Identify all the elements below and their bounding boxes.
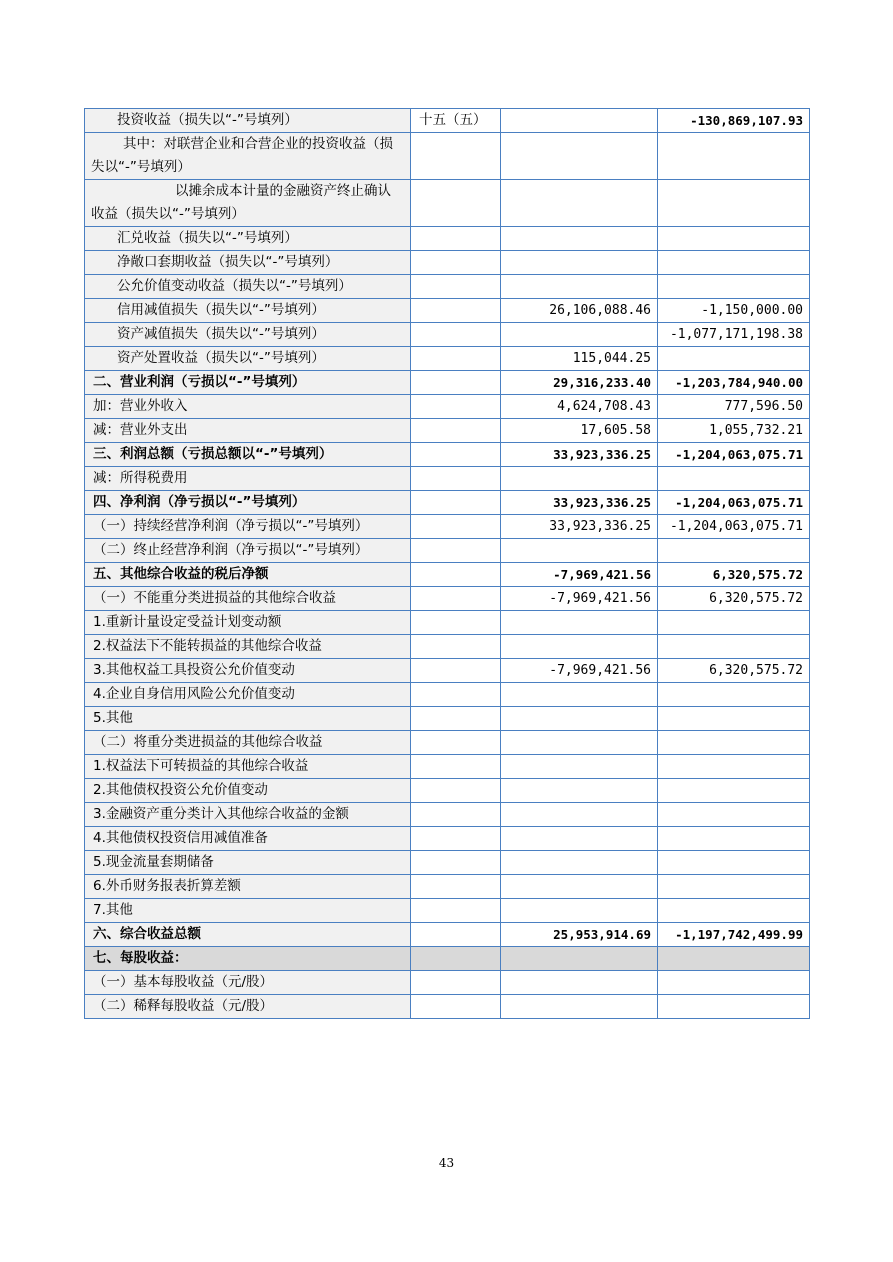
row-current-value (501, 875, 658, 899)
row-current-value (501, 707, 658, 731)
table-row (85, 347, 810, 371)
row-prior-value (658, 755, 810, 779)
row-label: 四、净利润（净亏损以“-”号填列） (85, 491, 411, 515)
row-label: （一）持续经营净利润（净亏损以“-”号填列） (85, 515, 411, 539)
row-note (411, 755, 501, 779)
row-note (411, 683, 501, 707)
row-note: 十五（五） (411, 109, 501, 133)
row-label: 信用减值损失（损失以“-”号填列） (85, 299, 411, 323)
row-current-value (501, 779, 658, 803)
row-label: 3.金融资产重分类计入其他综合收益的金额 (85, 803, 411, 827)
row-prior-value: -1,197,742,499.99 (658, 923, 810, 947)
row-note (411, 491, 501, 515)
row-current-value (501, 109, 658, 133)
row-prior-value (658, 251, 810, 275)
table-row (85, 251, 810, 275)
table-row (85, 851, 810, 875)
row-prior-value (658, 995, 810, 1019)
page-number: 43 (438, 1156, 455, 1170)
row-prior-value: 1,055,732.21 (658, 419, 810, 443)
row-prior-value (658, 803, 810, 827)
row-note (411, 443, 501, 467)
row-prior-value: -1,204,063,075.71 (658, 515, 810, 539)
row-current-value (501, 611, 658, 635)
row-label: 五、其他综合收益的税后净额 (85, 563, 411, 587)
row-label: 4.其他债权投资信用减值准备 (85, 827, 411, 851)
row-label: 投资收益（损失以“-”号填列） (85, 109, 411, 133)
row-note (411, 347, 501, 371)
row-label: 2.权益法下不能转损益的其他综合收益 (85, 635, 411, 659)
table-row (85, 779, 810, 803)
row-prior-value (658, 851, 810, 875)
table-row (85, 995, 810, 1019)
table-row (85, 395, 810, 419)
table-row (85, 635, 810, 659)
table-row (85, 299, 810, 323)
row-prior-value (658, 707, 810, 731)
row-note (411, 587, 501, 611)
table-row (85, 659, 810, 683)
row-label: 1.权益法下可转损益的其他综合收益 (85, 755, 411, 779)
row-label: 六、综合收益总额 (85, 923, 411, 947)
row-prior-value: 6,320,575.72 (658, 587, 810, 611)
row-current-value (501, 827, 658, 851)
row-prior-value: -1,204,063,075.71 (658, 443, 810, 467)
table-row (85, 587, 810, 611)
table-row (85, 467, 810, 491)
row-label: （二）稀释每股收益（元/股） (85, 995, 411, 1019)
row-current-value (501, 731, 658, 755)
row-note (411, 251, 501, 275)
row-current-value (501, 275, 658, 299)
row-prior-value (658, 611, 810, 635)
row-prior-value (658, 731, 810, 755)
row-note (411, 371, 501, 395)
table-row (85, 827, 810, 851)
row-prior-value (658, 347, 810, 371)
row-current-value (501, 467, 658, 491)
row-label: 1.重新计量设定受益计划变动额 (85, 611, 411, 635)
table-row (85, 875, 810, 899)
row-prior-value: 777,596.50 (658, 395, 810, 419)
table-row (85, 971, 810, 995)
row-label: 5.现金流量套期储备 (85, 851, 411, 875)
row-note (411, 971, 501, 995)
row-note (411, 467, 501, 491)
table-row (85, 515, 810, 539)
row-current-value (501, 539, 658, 563)
row-prior-value: -1,150,000.00 (658, 299, 810, 323)
row-prior-value (658, 133, 810, 180)
table-row (85, 323, 810, 347)
row-note (411, 515, 501, 539)
table-row (85, 803, 810, 827)
row-current-value (501, 851, 658, 875)
row-label: 4.企业自身信用风险公允价值变动 (85, 683, 411, 707)
row-label: （二）将重分类进损益的其他综合收益 (85, 731, 411, 755)
row-prior-value (658, 827, 810, 851)
row-label: 资产处置收益（损失以“-”号填列） (85, 347, 411, 371)
row-current-value: -7,969,421.56 (501, 659, 658, 683)
row-note (411, 899, 501, 923)
row-note (411, 875, 501, 899)
row-current-value: -7,969,421.56 (501, 563, 658, 587)
row-current-value (501, 323, 658, 347)
row-note (411, 635, 501, 659)
row-current-value (501, 899, 658, 923)
row-label: （一）不能重分类进损益的其他综合收益 (85, 587, 411, 611)
table-row (85, 227, 810, 251)
row-current-value: 4,624,708.43 (501, 395, 658, 419)
row-note (411, 923, 501, 947)
row-label: （一）基本每股收益（元/股） (85, 971, 411, 995)
row-note (411, 323, 501, 347)
table-row (85, 923, 810, 947)
row-current-value: 33,923,336.25 (501, 491, 658, 515)
row-prior-value (658, 539, 810, 563)
table-row (85, 109, 810, 133)
row-prior-value: 6,320,575.72 (658, 659, 810, 683)
row-note (411, 779, 501, 803)
row-label: 七、每股收益： (85, 947, 411, 971)
row-note (411, 731, 501, 755)
row-note (411, 275, 501, 299)
table-row (85, 275, 810, 299)
row-prior-value: -130,869,107.93 (658, 109, 810, 133)
row-label: 汇兑收益（损失以“-”号填列） (85, 227, 411, 251)
row-note (411, 611, 501, 635)
row-label: 2.其他债权投资公允价值变动 (85, 779, 411, 803)
row-current-value (501, 755, 658, 779)
row-label: 3.其他权益工具投资公允价值变动 (85, 659, 411, 683)
row-note (411, 659, 501, 683)
row-prior-value: -1,203,784,940.00 (658, 371, 810, 395)
row-note (411, 299, 501, 323)
table-row (85, 180, 810, 227)
row-label: 公允价值变动收益（损失以“-”号填列） (85, 275, 411, 299)
table-row (85, 731, 810, 755)
row-label: （二）终止经营净利润（净亏损以“-”号填列） (85, 539, 411, 563)
row-current-value: 33,923,336.25 (501, 443, 658, 467)
row-prior-value: 6,320,575.72 (658, 563, 810, 587)
income-statement-table (84, 108, 810, 1019)
row-note (411, 995, 501, 1019)
row-label: 加：营业外收入 (85, 395, 411, 419)
row-note (411, 180, 501, 227)
row-current-value (501, 227, 658, 251)
row-current-value (501, 683, 658, 707)
row-label: 5.其他 (85, 707, 411, 731)
table-row (85, 899, 810, 923)
row-prior-value (658, 227, 810, 251)
row-current-value (501, 971, 658, 995)
row-label: 减：营业外支出 (85, 419, 411, 443)
row-current-value: 25,953,914.69 (501, 923, 658, 947)
table-row (85, 133, 810, 180)
row-current-value: 115,044.25 (501, 347, 658, 371)
row-note (411, 227, 501, 251)
row-label: 净敞口套期收益（损失以“-”号填列） (85, 251, 411, 275)
row-current-value (501, 133, 658, 180)
row-prior-value (658, 971, 810, 995)
row-current-value (501, 635, 658, 659)
row-current-value: 29,316,233.40 (501, 371, 658, 395)
row-current-value: 26,106,088.46 (501, 299, 658, 323)
row-note (411, 803, 501, 827)
row-note (411, 563, 501, 587)
table-row (85, 563, 810, 587)
row-note (411, 539, 501, 563)
row-prior-value (658, 635, 810, 659)
row-current-value (501, 947, 658, 971)
row-label: 减：所得税费用 (85, 467, 411, 491)
table-row (85, 611, 810, 635)
row-note (411, 419, 501, 443)
table-row (85, 707, 810, 731)
row-current-value: 17,605.58 (501, 419, 658, 443)
row-prior-value (658, 683, 810, 707)
table-row (85, 491, 810, 515)
row-label: 其中：对联营企业和合营企业的投资收益（损失以“-”号填列） (85, 133, 411, 180)
row-current-value (501, 251, 658, 275)
row-note (411, 707, 501, 731)
row-prior-value: -1,077,171,198.38 (658, 323, 810, 347)
row-prior-value (658, 947, 810, 971)
table-row (85, 947, 810, 971)
table-row (85, 683, 810, 707)
row-current-value (501, 995, 658, 1019)
row-current-value: -7,969,421.56 (501, 587, 658, 611)
row-label: 6.外币财务报表折算差额 (85, 875, 411, 899)
table-row (85, 755, 810, 779)
row-current-value (501, 803, 658, 827)
row-label: 以摊余成本计量的金融资产终止确认收益（损失以“-”号填列） (85, 180, 411, 227)
row-note (411, 827, 501, 851)
row-note (411, 133, 501, 180)
row-label: 二、营业利润（亏损以“-”号填列） (85, 371, 411, 395)
row-label: 三、利润总额（亏损总额以“-”号填列） (85, 443, 411, 467)
row-label: 7.其他 (85, 899, 411, 923)
row-prior-value: -1,204,063,075.71 (658, 491, 810, 515)
table-row (85, 419, 810, 443)
row-note (411, 851, 501, 875)
row-prior-value (658, 875, 810, 899)
row-prior-value (658, 180, 810, 227)
row-current-value (501, 180, 658, 227)
row-prior-value (658, 779, 810, 803)
table-row (85, 539, 810, 563)
row-prior-value (658, 467, 810, 491)
table-row (85, 443, 810, 467)
row-prior-value (658, 899, 810, 923)
table-row (85, 371, 810, 395)
row-label: 资产减值损失（损失以“-”号填列） (85, 323, 411, 347)
row-note (411, 395, 501, 419)
row-current-value: 33,923,336.25 (501, 515, 658, 539)
row-note (411, 947, 501, 971)
row-prior-value (658, 275, 810, 299)
